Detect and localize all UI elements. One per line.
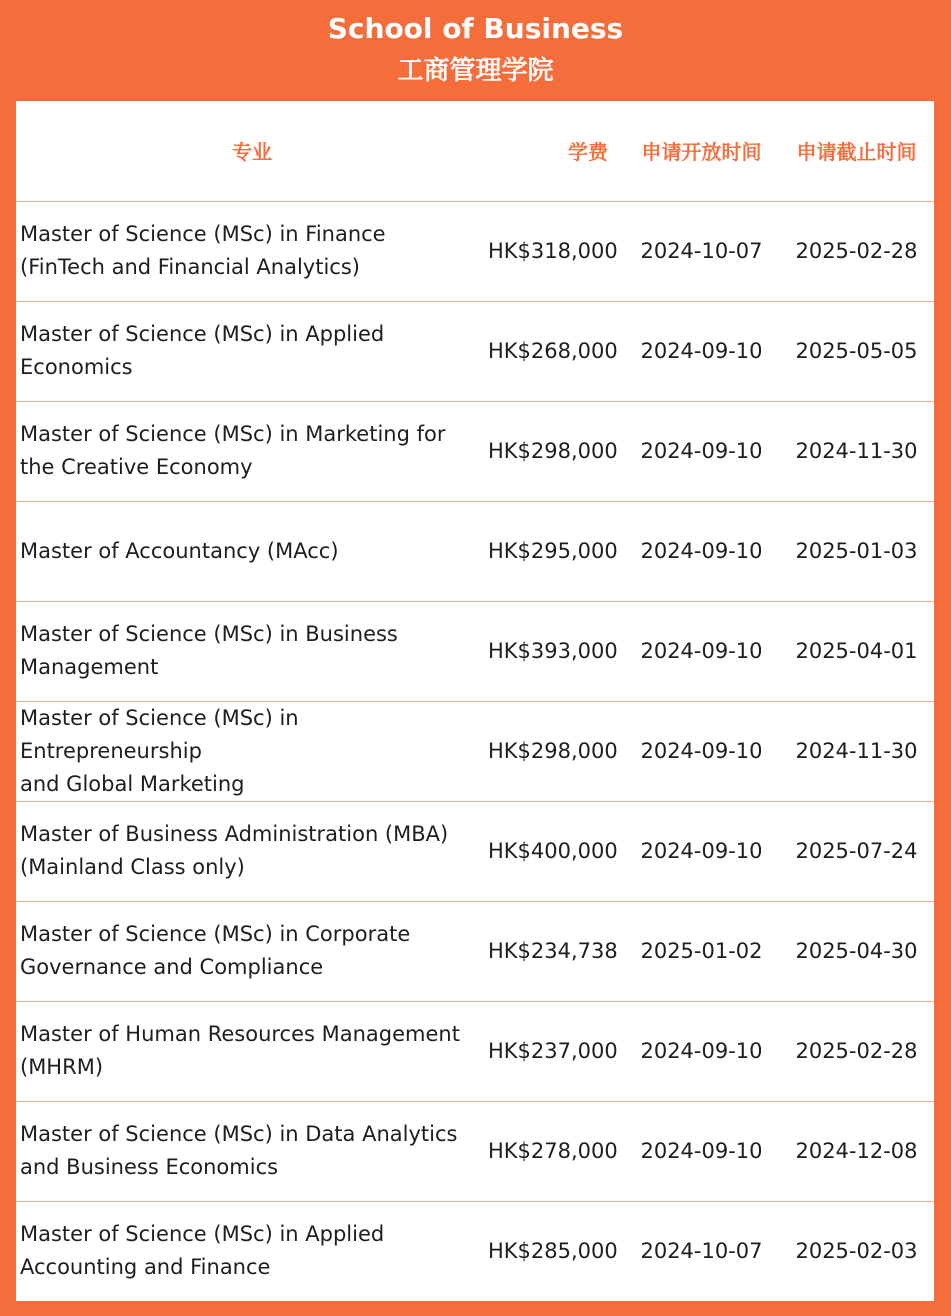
table-panel <box>16 101 934 1301</box>
table-row <box>16 701 934 801</box>
tuition-fee: HK$295,000 <box>488 501 624 601</box>
tuition-fee: HK$278,000 <box>488 1101 624 1201</box>
tuition-fee: HK$298,000 <box>488 701 624 801</box>
tuition-fee: HK$393,000 <box>488 601 624 701</box>
column-header-close-date: 申请截止时间 <box>779 101 934 201</box>
application-deadline: 2025-02-28 <box>779 201 934 301</box>
table-row <box>16 1101 934 1201</box>
programme-name: Master of Science (MSc) in Finance (FinTech and Financial Analytics) <box>16 201 488 301</box>
application-deadline: 2024-11-30 <box>779 701 934 801</box>
table-row <box>16 401 934 501</box>
application-open-date: 2025-01-02 <box>624 901 779 1001</box>
application-open-date: 2024-09-10 <box>624 401 779 501</box>
application-deadline: 2024-11-30 <box>779 401 934 501</box>
tuition-fee: HK$234,738 <box>488 901 624 1001</box>
application-open-date: 2024-10-07 <box>624 201 779 301</box>
tuition-fee: HK$318,000 <box>488 201 624 301</box>
programme-name: Master of Science (MSc) in Business Management <box>16 601 488 701</box>
table-row <box>16 1201 934 1301</box>
header-banner <box>0 0 951 100</box>
school-title-zh: 工商管理学院 <box>397 56 554 86</box>
application-deadline: 2025-02-28 <box>779 1001 934 1101</box>
application-open-date: 2024-09-10 <box>624 601 779 701</box>
programme-name: Master of Accountancy (MAcc) <box>16 501 488 601</box>
application-open-date: 2024-09-10 <box>624 1101 779 1201</box>
column-header-major: 专业 <box>16 101 488 201</box>
programme-name: Master of Science (MSc) in Corporate Governance and Compliance <box>16 901 488 1001</box>
table-row <box>16 301 934 401</box>
table-row <box>16 901 934 1001</box>
application-open-date: 2024-09-10 <box>624 501 779 601</box>
tuition-fee: HK$268,000 <box>488 301 624 401</box>
table-row <box>16 601 934 701</box>
application-open-date: 2024-09-10 <box>624 1001 779 1101</box>
application-deadline: 2025-02-03 <box>795 1238 918 1263</box>
programme-name: Master of Human Resources Management (MHRM) <box>16 1001 488 1101</box>
programme-table <box>16 101 934 1301</box>
table-row <box>16 501 934 601</box>
application-deadline: 2025-04-01 <box>779 601 934 701</box>
programme-name: Master of Science (MSc) in Entrepreneurship and Global Marketing <box>16 701 488 801</box>
programme-name: Master of Science (MSc) in Applied Accounting and Finance <box>20 1222 385 1280</box>
tuition-fee: HK$298,000 <box>488 401 624 501</box>
application-open-date: 2024-09-10 <box>624 301 779 401</box>
application-deadline: 2025-01-03 <box>779 501 934 601</box>
programme-name: Master of Business Administration (MBA) (Mainland Class only) <box>16 801 488 901</box>
programme-name: Master of Science (MSc) in Applied Economics <box>16 301 488 401</box>
table-row <box>16 201 934 301</box>
tuition-fee: HK$400,000 <box>488 801 624 901</box>
programme-name: Master of Science (MSc) in Data Analytics and Business Economics <box>16 1101 488 1201</box>
table-row <box>16 1001 934 1101</box>
application-deadline: 2025-05-05 <box>779 301 934 401</box>
application-open-date: 2024-10-07 <box>640 1238 763 1263</box>
application-deadline: 2024-12-08 <box>779 1101 934 1201</box>
table-row <box>16 801 934 901</box>
tuition-fee: HK$237,000 <box>488 1001 624 1101</box>
application-open-date: 2024-09-10 <box>624 801 779 901</box>
application-open-date: 2024-09-10 <box>624 701 779 801</box>
column-header-fee: 学费 <box>488 101 624 201</box>
school-title-en: School of Business <box>327 12 624 45</box>
column-header-open-date: 申请开放时间 <box>624 101 779 201</box>
table-header-row <box>16 101 934 201</box>
programme-name: Master of Science (MSc) in Marketing for the Creative Economy <box>16 401 488 501</box>
application-deadline: 2025-04-30 <box>779 901 934 1001</box>
tuition-fee: HK$285,000 <box>488 1238 618 1263</box>
application-deadline: 2025-07-24 <box>779 801 934 901</box>
